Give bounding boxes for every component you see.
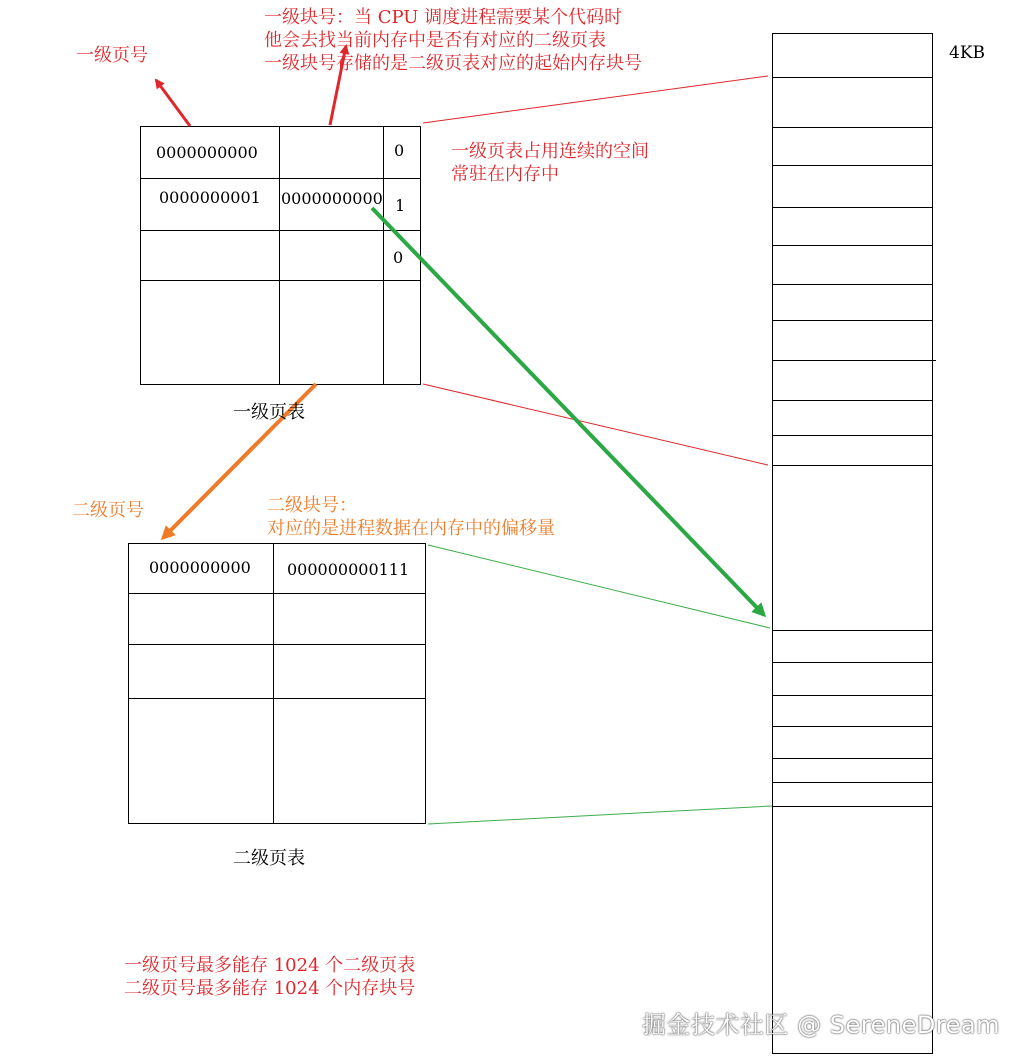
memory-block-size-label: 4KB (949, 43, 986, 63)
first-table-top-connector (423, 76, 768, 123)
first-level-block-note-line: 一级块号存储的是二级页表对应的起始内存块号 (264, 53, 642, 74)
second-table-top-connector (428, 545, 770, 628)
second-level-table-grid (128, 543, 426, 824)
first-table-memory-note-line: 常驻在内存中 (451, 164, 559, 185)
first-table-valid-cell: 0 (393, 248, 404, 267)
first-level-table-caption: 一级页表 (233, 402, 305, 423)
first-table-page-cell: 0000000001 (159, 188, 261, 207)
second-table-block-cell: 000000000111 (287, 560, 410, 579)
first-table-page-cell: 0000000000 (156, 143, 258, 162)
second-level-table-caption: 二级页表 (233, 848, 305, 869)
first-table-memory-note-line: 一级页表占用连续的空间 (451, 141, 649, 162)
second-level-block-note (267, 494, 555, 540)
first-table-bottom-connector (423, 384, 768, 465)
bottom-capacity-note-line: 二级页号最多能存 1024 个内存块号 (124, 978, 416, 999)
watermark-text: 掘金技术社区 @ SereneDream (642, 1011, 1001, 1039)
second-level-block-note-line: 对应的是进程数据在内存中的偏移量 (267, 518, 555, 539)
first-table-memory-note (451, 140, 649, 186)
second-level-block-note-line: 二级块号： (267, 495, 357, 516)
first-level-page-number-label: 一级页号 (76, 45, 148, 66)
first-page-number-arrow (156, 80, 190, 126)
first-table-valid-cell: 0 (394, 141, 405, 160)
green-pointer-arrow (372, 208, 764, 615)
first-level-table-grid (140, 126, 421, 385)
second-level-page-number-label: 二级页号 (72, 500, 144, 521)
first-table-block-cell: 0000000000 (281, 189, 383, 208)
memory-column (772, 34, 936, 1054)
first-level-block-note-line: 他会去找当前内存中是否有对应的二级页表 (264, 30, 606, 51)
second-table-bottom-connector (428, 806, 772, 824)
bottom-capacity-notes (124, 954, 415, 1000)
first-level-block-note-line: 一级块号：当 CPU 调度进程需要某个代码时 (264, 7, 623, 28)
first-table-valid-cell: 1 (395, 196, 406, 215)
first-level-block-note (264, 6, 642, 75)
bottom-capacity-note-line: 一级页号最多能存 1024 个二级页表 (124, 955, 416, 976)
second-table-page-cell: 0000000000 (149, 558, 251, 577)
